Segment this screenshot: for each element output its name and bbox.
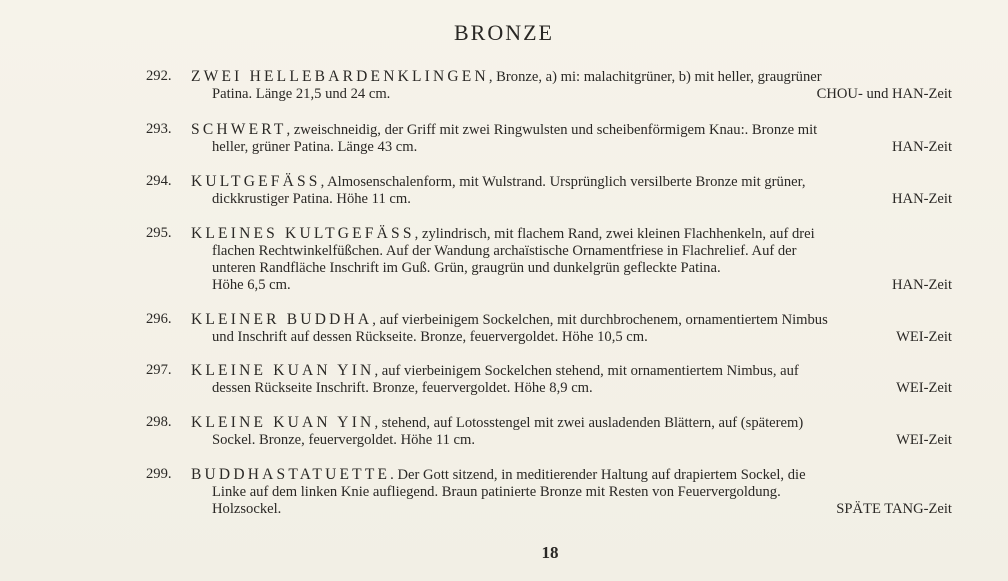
entry-text: , zylindrisch, mit flachem Rand, zwei kleinen Flachhenkeln, auf drei (414, 226, 815, 242)
entry-line: Höhe 6,5 cm. (212, 277, 291, 293)
catalog-entry-292 (146, 68, 952, 103)
entry-period: HAN-Zeit (892, 191, 952, 207)
entry-title: KLEINE KUAN YIN (191, 414, 375, 431)
entry-period: HAN-Zeit (892, 277, 952, 293)
entry-first-line (191, 466, 952, 484)
entry-text: , auf vierbeinigem Sockelchen, mit durchbrochenem, ornamentiertem Nimbus (372, 312, 828, 328)
entry-text: , zweischneidig, der Griff mit zwei Ringwulsten und scheibenförmigem Knau:. Bronze mit (286, 122, 818, 138)
entry-text: . Der Gott sitzend, in meditierender Haltung auf drapiertem Sockel, die (390, 467, 806, 483)
entry-first-line (191, 225, 952, 243)
entry-first-line (191, 68, 952, 86)
entry-line: heller, grüner Patina. Länge 43 cm. (212, 139, 418, 155)
entry-period: WEI-Zeit (896, 380, 952, 396)
entry-number: 292. (146, 68, 172, 84)
entry-number: 297. (146, 362, 172, 378)
entry-first-line (191, 173, 952, 191)
entry-first-line (191, 414, 952, 432)
entry-text: , Bronze, a) mi: malachitgrüner, b) mit heller, graugrüner (488, 69, 822, 85)
entry-text: , Almosenschalenform, mit Wulstrand. Ursprünglich versilberte Bronze mit grüner, (320, 174, 806, 190)
page-heading: BRONZE (454, 20, 554, 45)
entry-title: ZWEI HELLEBARDENKLINGEN (191, 68, 489, 85)
page-number: 18 (541, 543, 559, 562)
entry-line: Sockel. Bronze, feuervergoldet. Höhe 11 cm. (212, 432, 476, 448)
entry-number: 293. (146, 121, 172, 137)
entry-number: 294. (146, 173, 172, 189)
entry-title: KLEINER BUDDHA (191, 311, 373, 328)
entry-line: dickkrustiger Patina. Höhe 11 cm. (212, 191, 411, 207)
catalog-entry-296 (146, 311, 952, 346)
catalog-entry-299 (146, 466, 952, 518)
entry-text: , auf vierbeinigem Sockelchen stehend, mit ornamentiertem Nimbus, auf (374, 363, 799, 379)
entry-title: KLEINE KUAN YIN (191, 362, 375, 379)
entry-line: dessen Rückseite Inschrift. Bronze, feuervergoldet. Höhe 8,9 cm. (212, 380, 593, 396)
entry-line: und Inschrift auf dessen Rückseite. Bronze, feuervergoldet. Höhe 10,5 cm. (212, 329, 648, 345)
entry-period: HAN-Zeit (892, 139, 952, 155)
entry-title: BUDDHASTATUETTE (191, 466, 391, 483)
entry-title: SCHWERT (191, 121, 287, 138)
entry-title: KULTGEFÄSS (191, 173, 321, 190)
entry-period: CHOU- und HAN-Zeit (816, 86, 952, 102)
catalog-entry-293 (146, 121, 952, 156)
catalog-entry-294 (146, 173, 952, 208)
entry-line: Holzsockel. (212, 501, 282, 517)
entry-number: 295. (146, 225, 172, 241)
entry-number: 298. (146, 414, 172, 430)
entry-first-line (191, 362, 952, 380)
entry-number: 299. (146, 466, 172, 482)
entry-period: SPÄTE TANG-Zeit (836, 501, 952, 517)
entry-line: Linke auf dem linken Knie aufliegend. Braun patinierte Bronze mit Resten von Feuervergoldung. (212, 484, 781, 500)
catalog-entry-297 (146, 362, 952, 397)
entry-title: KLEINES KULTGEFÄSS (191, 225, 415, 242)
entry-line: Patina. Länge 21,5 und 24 cm. (212, 86, 391, 102)
entry-first-line (191, 121, 952, 139)
entry-period: WEI-Zeit (896, 432, 952, 448)
entry-line: flachen Rechtwinkelfüßchen. Auf der Wandung archaïstische Ornamentfriese in Flachrelief. Auf der (212, 243, 797, 259)
entry-text: , stehend, auf Lotosstengel mit zwei ausladenden Blättern, auf (späterem) (374, 415, 804, 431)
entry-line: unteren Randfläche Inschrift im Guß. Grün, graugrün und dunkelgrün gefleckte Patina. (212, 260, 721, 276)
catalog-entry-298 (146, 414, 952, 449)
catalog-entry-295 (146, 225, 952, 294)
entry-number: 296. (146, 311, 172, 327)
entry-first-line (191, 311, 952, 329)
entry-period: WEI-Zeit (896, 329, 952, 345)
